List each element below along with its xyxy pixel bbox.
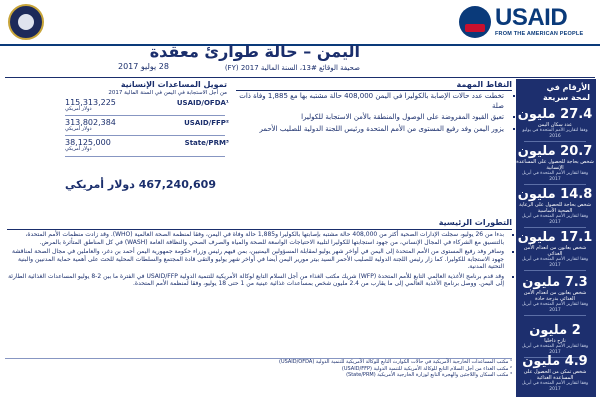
funding-label: USAID/OFDA¹ xyxy=(176,99,229,107)
stat-source: وفقا لتقارير الأمم المتحدة في أبريل 2017 xyxy=(521,302,589,313)
stat-value: 17.1 مليون xyxy=(517,230,593,245)
funding-divider xyxy=(65,156,225,157)
stat-item xyxy=(516,275,594,316)
funding-amount: 115,313,225 xyxy=(65,98,116,107)
stat-item xyxy=(516,230,594,271)
key-points-section xyxy=(232,80,512,215)
stat-description: شخص يعانون من انعدام الأمن الغذائي xyxy=(523,245,587,257)
sidebar-heading-line-2: لمحة سريعة xyxy=(543,93,590,102)
funding-currency: دولار أمريكي xyxy=(65,146,92,152)
stat-item xyxy=(516,144,594,185)
funding-label: USAID/FFP² xyxy=(184,119,229,127)
key-point-item: ▪ تعيق القيود المفروضة على الوصول والمنطقة بالأمن الاستجابة للكوليرا xyxy=(236,113,504,123)
development-item: ▪ بدءا من 26 يوليو، سجلت الإدارات الصحية أكثر من 408,000 حالة مشتبه بإصابتها بالكوليرا و1,885 حالة وفاة في اليمن، وفقا لمنظمة الصحة العالمية (WHO). وقد زادت منظمات الأمم المتحدة، بالتنسيق مع الشركاء في المجال الإنساني، من جهود استجابتها للكوليرا لتلبية الاحتياجات الواسعة للصحة والمياه والصرف الصحي والنظافة العامة (WASH) في كل المناطق المتأثرة بالمرض. xyxy=(7,231,504,246)
footnote: ¹ مكتب المساعدات الخارجية الأمريكية في حالات الكوارث التابع للوكالة الأمريكية للتنمية الدولية (USAID/OFDA) xyxy=(279,359,512,365)
funding-currency: دولار أمريكي xyxy=(65,126,92,132)
funding-amount: 38,125,000 xyxy=(65,138,111,147)
stat-description: شخص تمكن من الحصول على المساعدة الغذائية xyxy=(523,369,587,381)
development-item: ▪ وسافر وفد رفيع المستوى من الأمم المتحدة إلى اليمن في أواخر شهر يوليو لمقابلة المسؤولين اليمنيين، بمن فيهم رئيس وزراء حكومة جمهورية اليمن أحمد بن دغر، والعاملين في مجال الصحة لمناقشة جهود الاستجابة للكوليرا. كما زار رئيس اللجنة الدولية للصليب الأحمر السيد بيتر مورير اليمن أيضا في أواخر شهر يوليو والتقى قادة المجتمع والسلطات المحلية للحث على أهمية حماية المدنيين والبنية التحتية المدنية. xyxy=(7,248,504,271)
footnote: ³ مكتب السكان واللاجئين والهجرة التابع لوزارة الخارجية الأمريكية (State/PRM) xyxy=(346,372,512,378)
funding-row xyxy=(65,98,229,110)
stat-description: شخص بحاجة للحصول على الرعاية الصحية الأساسية xyxy=(519,202,591,214)
stat-description: شخص بحاجة للحصول على المساعدة الإنسانية xyxy=(516,159,594,171)
stat-value: 4.9 مليون xyxy=(522,354,588,369)
stat-source: وفقا لتقارير الأمم المتحدة في أبريل 2017 xyxy=(521,214,589,225)
funding-divider xyxy=(65,115,225,116)
stat-source: وفقا لتقارير الأمم المتحدة في أبريل 2017 xyxy=(521,344,589,355)
stat-value: 20.7 مليون xyxy=(517,144,593,159)
stat-description: نازح داخليا xyxy=(544,338,566,344)
key-developments-rule xyxy=(7,229,512,230)
stat-item xyxy=(516,107,594,142)
stat-source: وفقا لتقارير الأمم المتحدة في أبريل 2017 xyxy=(521,171,589,182)
usaid-wordmark: USAID xyxy=(495,4,568,31)
page-subtitle: صحيفة الوقائع #13، السنة المالية 2017 (FY) xyxy=(224,64,360,72)
funding-heading: تمويل المساعدات الإنسانية xyxy=(120,80,227,89)
state-department-seal xyxy=(8,4,44,40)
usaid-logo xyxy=(459,4,594,42)
funding-amount: 313,802,384 xyxy=(65,118,116,127)
key-point-item: ▪ تخطت عدد حالات الإصابة بالكوليرا في اليمن 408,000 حالة مشتبه بها مع 1,885 وفاة ذات صلة xyxy=(236,92,504,111)
funding-label: State/PRM³ xyxy=(184,139,229,147)
numbers-at-a-glance-sidebar xyxy=(516,79,596,397)
page-title: اليمن – حالة طوارئ معقدة xyxy=(149,42,360,61)
funding-row xyxy=(65,138,229,150)
funding-row xyxy=(65,118,229,130)
stat-divider xyxy=(524,227,586,228)
key-points-list xyxy=(236,92,512,136)
funding-total: 467,240,609 دولار أمريكي xyxy=(65,178,216,191)
stat-divider xyxy=(524,184,586,185)
stat-item xyxy=(516,187,594,228)
sidebar-heading xyxy=(543,83,590,103)
title-rule xyxy=(5,77,595,78)
funding-divider xyxy=(65,135,225,136)
key-developments-list xyxy=(7,231,512,290)
stat-source: وفقا لتقارير الأمم المتحدة في أبريل 2017 xyxy=(521,257,589,268)
stat-divider xyxy=(524,141,586,142)
key-points-heading: النقاط المهمة xyxy=(456,80,512,89)
stat-item xyxy=(516,323,594,358)
stat-value: 2 مليون xyxy=(529,323,581,338)
stat-value: 14.8 مليون xyxy=(517,187,593,202)
key-developments-section xyxy=(5,218,512,348)
report-date: 28 يوليو 2017 xyxy=(118,62,169,71)
funding-subheading: من أجل الاستجابة في اليمن في السنة المالية 2017 xyxy=(108,90,227,96)
stat-value: 27.4 مليون xyxy=(517,107,593,122)
footnote: ² مكتب الغذاء من أجل السلام التابع للوكالة الأمريكية للتنمية الدولية (USAID/FFP) xyxy=(341,365,512,372)
stat-divider xyxy=(524,270,586,271)
key-developments-heading: التطورات الرئيسية xyxy=(438,218,512,227)
stat-source: وفقا لتقارير الأمم المتحدة في يوليو 2016 xyxy=(522,128,588,139)
key-point-item: ▪ يزور اليمن وفد رفيع المستوى من الأمم المتحدة ورئيس اللجنة الدولية للصليب الأحمر xyxy=(236,125,504,135)
stat-source: وفقا لتقارير الأمم المتحدة في أبريل 2017 xyxy=(521,381,589,392)
development-item: ▪ وقد قدم برنامج الأغذية العالمي التابع للأمم المتحدة (WFP) شريك مكتب الغذاء من أجل السلام التابع لوكالة الأمريكية للتنمية الدولية USAID/FFP في الفترة ما بين 2-8 يوليو المساعدات الغذائية الطارئة إلى اليمن. ووصل برنامج الأغذية العالمي إلى ما يقارب من 2.4 مليون شخص بمساعدات غذائية عينية من 1 حتى 18 يوليو، وفقا لمنظمة الأمم المتحدة. xyxy=(7,273,504,288)
usaid-emblem-icon xyxy=(459,6,491,38)
key-points-rule xyxy=(236,90,512,91)
usaid-tagline: FROM THE AMERICAN PEOPLE xyxy=(495,31,584,37)
stat-item xyxy=(516,354,594,392)
funding-box xyxy=(5,80,229,208)
stat-divider xyxy=(524,315,586,316)
funding-currency: دولار أمريكي xyxy=(65,106,92,112)
stat-description: شخص يعانون من انعدام الأمن الغذائي بدرجة حادة xyxy=(523,290,587,302)
sidebar-heading-line-1: الأرقام في xyxy=(546,83,590,92)
stat-description: عدد سكان اليمن xyxy=(537,122,573,128)
footnotes xyxy=(5,358,512,399)
stat-value: 7.3 مليون xyxy=(522,275,588,290)
